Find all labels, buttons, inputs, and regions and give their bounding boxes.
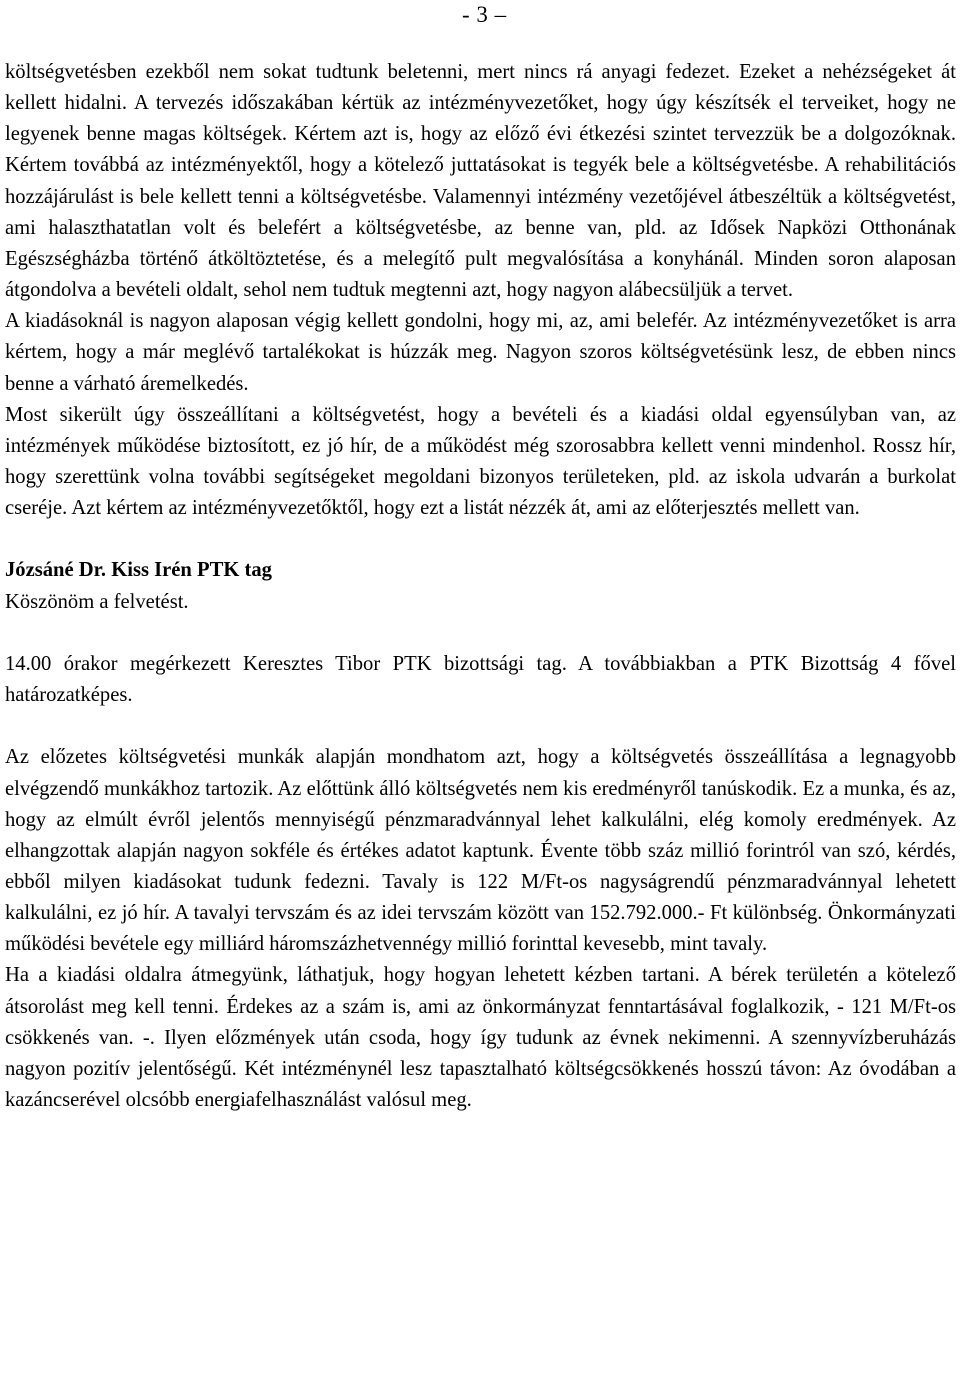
speaker-name: Józsáné Dr. Kiss Irén PTK tag <box>5 559 272 582</box>
minutes-note: 14.00 órakor megérkezett Keresztes Tibor PTK bizottsági tag. A továbbiakban a PTK Bizottság 4 fővel határozatképes. <box>5 652 956 707</box>
paragraph-balance: Most sikerült úgy összeállítani a költségvetést, hogy a bevételi és a kiadási oldal egyensúlyban van, az intézmények működése biztosított, ez jó hír, de a működést még szorosabbra kellett venni mindenhol. Rossz hír, hogy szerettünk volna további segítségeket megoldani bizonyos területeken, pld. az iskola udvarán a burkolat cseréje. Azt kértem az intézményvezetőktől, hogy ezt a listát nézzék át, ami az előterjesztés mellett van. <box>5 403 956 520</box>
paragraph-expenses: A kiadásoknál is nagyon alaposan végig kellett gondolni, hogy mi, az, ami belefér. Az intézményvezetőket is arra kértem, hogy a már meglévő tartalékokat is húzzák meg. Nagyon szoros költségvetésünk lesz, de ebben nincs benne a várható áremelkedés. <box>5 310 956 395</box>
speaker-statement: Köszönöm a felvetést. <box>5 590 189 613</box>
paragraph-budget-planning: költségvetésben ezekből nem sokat tudtunk beletenni, mert nincs rá anyagi fedezet. Ezeket a nehézségeket át kellett hidalni. A tervezés időszakában kértük az intézményvezetőket, hogy úgy készítsék el terveiket, hogy ne legyenek benne magas költségek. Kértem azt is, hogy az előző évi étkezési szintet tervezzük be a dolgozóknak. Kértem továbbá az intézményektől, hogy a kötelező juttatásokat is tegyék bele a költségvetésbe. A rehabilitációs hozzájárulást is bele kellett tenni a költségvetésbe. Valamennyi intézmény vezetőjével átbeszéltük a költségvetést, ami halaszthatatlan volt és belefért a költségvetésbe, az benne van, pld. az Idősek Napközi Otthonának Egészségházba történő átköltöztetése, és a melegítő pult megvalósítása a konyhánál. Minden soron alaposan átgondolva a bevételi oldalt, sehol nem tudtuk megtenni azt, hogy nagyon alábecsüljük a tervet. <box>5 61 956 302</box>
paragraph-expense-side: Ha a kiadási oldalra átmegyünk, láthatjuk, hogy hogyan lehetett kézben tartani. A bérek területén a kötelező átsorolást meg kell tenni. Érdekes az a szám is, ami az önkormányzat fenntartásával foglalkozik, - 121 M/Ft-os csökkenés van. -. Ilyen előzmények után csoda, hogy így tudunk az évnek nekimenni. A szennyvízberuházás nagyon pozitív jelentőségű. Két intézménynél lesz tapasztalható költségcsökkenés hosszú távon: Az óvodában a kazáncserével olcsóbb energiafelhasználást valósul meg. <box>5 964 956 1112</box>
paragraph-preliminary-work: Az előzetes költségvetési munkák alapján mondhatom azt, hogy a költségvetés összeállítása a legnagyobb elvégzendő munkákhoz tartozik. Az előttünk álló költségvetés nem kis eredményről tanúskodik. Ez a munka, és az, hogy az elmúlt évről jelentős mennyiségű pénzmaradvánnyal lehet kalkulálni, elég komoly eredmények. Az elhangzottak alapján nagyon sokféle és értékes adatot kaptunk. Évente több száz millió forintról van szó, kérdés, ebből milyen kiadásokat tudunk fedezni. Tavaly is 122 M/Ft-os nagyságrendű pénzmaradvánnyal lehetett kalkulálni, ez jó hír. A tavalyi tervszám és az idei tervszám között van 152.792.000.- Ft különbség. Önkormányzati működési bevétele egy milliárd háromszázhetvennégy millió forinttal kevesebb, mint tavaly. <box>5 746 956 956</box>
spacer <box>5 711 956 742</box>
spacer <box>5 524 956 555</box>
page-number: - 3 – <box>462 2 507 27</box>
spacer <box>5 618 956 649</box>
document-body <box>5 57 956 1116</box>
